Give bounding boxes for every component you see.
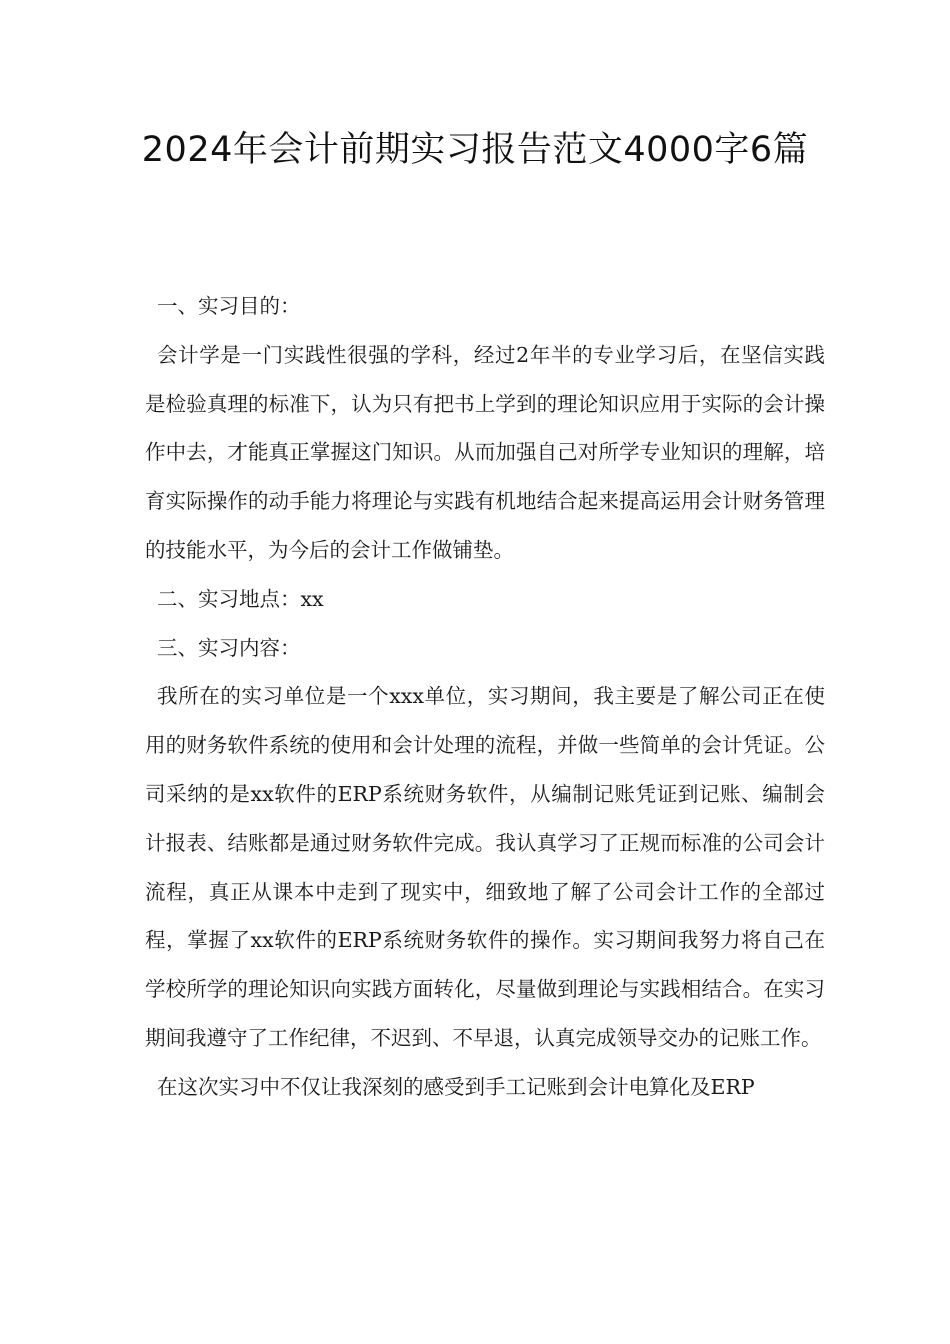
paragraph-purpose: 会计学是一门实践性很强的学科，经过2年半的专业学习后，在坚信实践是检验真理的标准下，认为只有把书上学到的理论知识应用于实际的会计操作中去，才能真正掌握这门知识。从而加强自己对所学专业知识的理解，培育实际操作的动手能力将理论与实践有机地结合起来提高运用会计财务管理的技能水平，为今后的会计工作做铺垫。 bbox=[145, 342, 825, 562]
document-body bbox=[145, 282, 825, 1112]
section-heading-purpose: 一、实习目的： bbox=[157, 294, 301, 318]
document-title: 2024年会计前期实习报告范文4000字6篇 bbox=[141, 130, 809, 170]
paragraph-reflection: 在这次实习中不仅让我深刻的感受到手工记账到会计电算化及ERP bbox=[157, 1074, 755, 1099]
paragraph-content: 我所在的实习单位是一个xxx单位，实习期间，我主要是了解公司正在使用的财务软件系统的使用和会计处理的流程，并做一些简单的会计凭证。公司采纳的是xx软件的ERP系统财务软件，从编制记账凭证到记账、编制会计报表、结账都是通过财务软件完成。我认真学习了正规而标准的公司会计流程，真正从课本中走到了现实中，细致地了解了公司会计工作的全部过程，掌握了xx软件的ERP系统财务软件的操作。实习期间我努力将自己在学校所学的理论知识向实践方面转化，尽量做到理论与实践相结合。在实习期间我遵守了工作纪律，不迟到、不早退，认真完成领导交办的记账工作。 bbox=[145, 684, 825, 1050]
section-heading-location: 二、实习地点：xx bbox=[157, 586, 324, 611]
section-heading-content: 三、实习内容： bbox=[157, 635, 301, 660]
